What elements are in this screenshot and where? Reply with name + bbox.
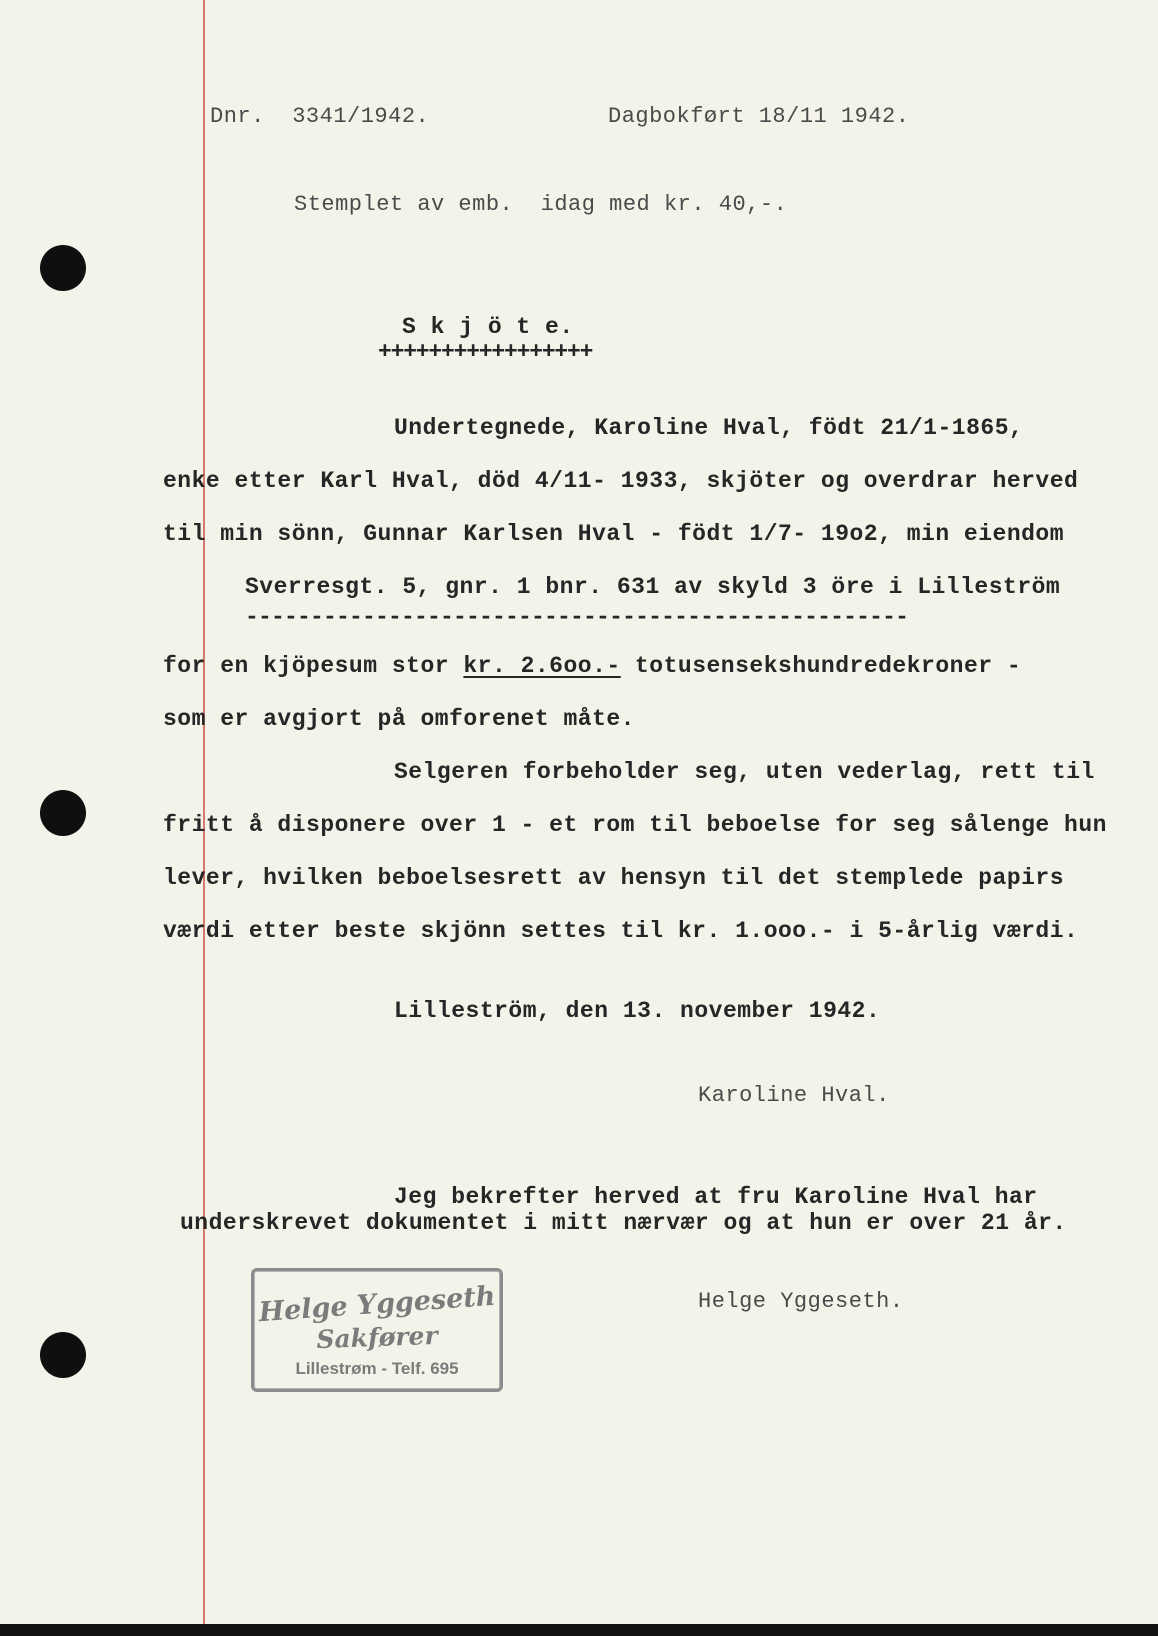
stamp-title: Sakfører	[315, 1320, 439, 1355]
punch-hole-top	[40, 245, 86, 291]
body-line-3: til min sönn, Gunnar Karlsen Hval - födt 1/7- 19o2, min eiendom	[163, 521, 1065, 547]
body-line-1: Undertegnede, Karoline Hval, födt 21/1-1865,	[394, 415, 1024, 441]
dnr-number: Dnr. 3341/1942.	[210, 104, 430, 129]
signature-seller: Karoline Hval.	[698, 1083, 890, 1108]
body-line-8: fritt å disponere over 1 - et rom til beboelse for seg sålenge hun	[163, 812, 1107, 838]
document-title: S k j ö t e.	[402, 314, 574, 340]
dagbokfort-date: Dagbokført 18/11 1942.	[608, 104, 910, 129]
body-line-6: som er avgjort på omforenet måte.	[163, 706, 635, 732]
stamp-note: Stemplet av emb. idag med kr. 40,-.	[294, 192, 788, 217]
body-line-10: værdi etter beste skjönn settes til kr. 1.ooo.- i 5-årlig værdi.	[163, 918, 1079, 944]
punch-hole-bottom	[40, 1332, 86, 1378]
body-line-2: enke etter Karl Hval, död 4/11- 1933, skjöter og overdrar herved	[163, 468, 1079, 494]
witness-line-1: Jeg bekrefter herved at fru Karoline Hval har	[394, 1184, 1038, 1210]
punch-hole-middle	[40, 790, 86, 836]
signature-witness: Helge Yggeseth.	[698, 1289, 904, 1314]
body-line-9: lever, hvilken beboelsesrett av hensyn til det stemplede papirs	[163, 865, 1065, 891]
body-line-4: Sverresgt. 5, gnr. 1 bnr. 631 av skyld 3 öre i Lilleström	[245, 574, 1061, 600]
stamp-name: Helge Yggeseth	[257, 1280, 497, 1329]
body-line-7: Selgeren forbeholder seg, uten vederlag, rett til	[394, 759, 1095, 785]
title-rule: +++++++++++++++++	[378, 339, 593, 365]
stamp-address: Lillestrøm - Telf. 695	[295, 1359, 459, 1378]
place-date: Lilleström, den 13. november 1942.	[394, 998, 881, 1024]
body-line-5-pre: for en kjöpesum stor	[163, 653, 464, 679]
witness-line-2: underskrevet dokumentet i mitt nærvær og at hun er over 21 år.	[180, 1210, 1067, 1236]
body-line-4-rule: ---------------------------------------------------	[245, 604, 909, 630]
purchase-amount: kr. 2.6oo.-	[463, 653, 621, 679]
lawyer-stamp	[251, 1268, 503, 1392]
body-line-5-post: totusensekshundredekroner -	[620, 653, 1022, 679]
body-line-5	[163, 652, 1021, 680]
